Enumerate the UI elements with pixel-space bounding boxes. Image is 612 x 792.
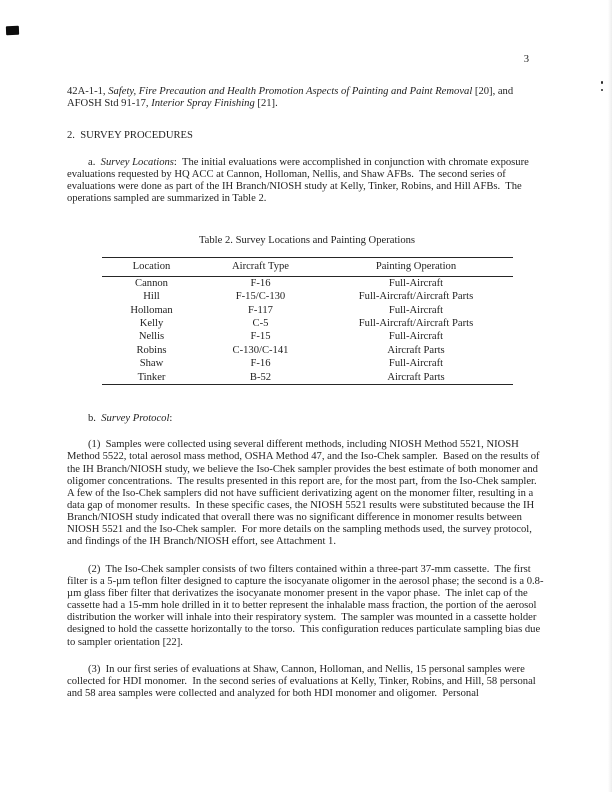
survey-locations-title: Survey Locations — [100, 156, 174, 168]
cell-aircraft-type: F-117 — [248, 304, 273, 316]
intro-text-2: [20], and AFOSH Std 91-17, — [67, 86, 516, 110]
cell-painting-operation: Full-Aircraft/Aircraft Parts — [358, 318, 474, 330]
cell-location: Kelly — [139, 318, 164, 330]
cell-aircraft-type: F-16 — [250, 277, 271, 289]
scan-artifact-right-edge — [601, 81, 604, 96]
paragraph-1: (1) Samples were collected using several different methods, including NIOSH Method 5521, NIOSH Method 5522, total aerosol mass method, OSHA Method 47, and the Iso-Chek sampler. Based on the results of the IH Branch/NIOSH study, we believe the Iso-Chek sampler provides the best estimate of both monomer and oligomer concentrations. The results presented in this report are, for the most part, from the Iso-Chek sampler. A few of the Iso-Chek samplers did not have sufficient derivatizing agent on the monomer filter, resulting in a data gap of monomer results. In these specific cases, the NIOSH 5521 results were substituted because the IH Branch/NIOSH study indicated that overall there was no significant difference in monomer results between NIOSH 5521 and the Iso-Chek sampler. For more details on the sampling methods used, the survey protocol, and findings of the IH Branch/NIOSH effort, see Attachment 1. — [67, 439, 543, 548]
scan-artifact-top-left — [6, 26, 19, 35]
survey-table — [102, 257, 513, 385]
survey-table-section — [67, 235, 547, 385]
cell-aircraft-type: B-52 — [202, 371, 320, 385]
cell-aircraft-type: F-15 — [250, 331, 271, 343]
cell-location: Tinker — [102, 371, 202, 385]
survey-locations-body: : The initial evaluations were accomplished in conjunction with chromate exposure evaluations requested by HQ ACC at Cannon, Holloman, Nellis, and Shaw AFBs. The second series of evaluations were done as part of the IH Branch/NIOSH study at Kelly, Tinker, Robins, and Hill AFBs. The operations sampled are summarized in Table 2. — [67, 156, 532, 205]
intro-text-1: 42A-1-1, — [67, 86, 109, 98]
table-row — [102, 276, 513, 290]
table-header-aircraft-type: Aircraft Type — [202, 258, 320, 276]
table-row — [102, 317, 513, 330]
survey-locations-label: a. — [88, 156, 101, 168]
cell-painting-operation: Aircraft Parts — [387, 344, 445, 356]
cell-aircraft-type: C-130/C-141 — [232, 344, 289, 356]
cell-aircraft-type: C-5 — [252, 318, 269, 330]
table-row — [102, 330, 513, 343]
survey-protocol-heading — [67, 413, 547, 425]
cell-location: Shaw — [139, 358, 164, 370]
cell-aircraft-type: F-15/C-130 — [235, 291, 286, 303]
table-row — [102, 357, 513, 370]
survey-protocol-title: Survey Protocol — [101, 413, 170, 425]
cell-painting-operation: Full-Aircraft — [388, 331, 444, 343]
table-row — [102, 290, 513, 303]
survey-locations-paragraph — [67, 157, 547, 206]
intro-reference-title-2: Interior Spray Finishing — [151, 98, 255, 110]
scan-edge-shade — [608, 0, 612, 792]
intro-text-3: [21]. — [254, 98, 278, 110]
cell-painting-operation: Full-Aircraft — [388, 277, 444, 289]
table-row — [102, 304, 513, 317]
cell-painting-operation: Full-Aircraft — [388, 358, 444, 370]
cell-location: Holloman — [130, 304, 173, 316]
cell-location: Hill — [143, 291, 160, 303]
cell-location: Cannon — [135, 277, 168, 289]
paragraph-3: (3) In our first series of evaluations at Shaw, Cannon, Holloman, and Nellis, 15 personal samples were collected for HDI monomer. In the second series of evaluations at Kelly, Tinker, Robins, and Hill, 58 personal and 58 area samples were collected and analyzed for both HDI monomer and oligomer. Personal — [67, 663, 539, 700]
page-content — [67, 54, 547, 715]
survey-protocol-colon: : — [169, 413, 173, 425]
paragraph-2: (2) The Iso-Chek sampler consists of two filters contained within a three-part 37-mm cassette. The first filter is a 5-µm teflon filter designed to capture the isocyanate oligomer in the aerosol phase; the second is a 0.8-µm glass fiber filter that derivatizes the isocyanate monomer present in the vapor phase. The inlet cap of the cassette had a 15-mm hole drilled in it to better represent the inhalable mass fraction, the portion of the aerosol distribution the worker will inhale into their respiratory system. The sampler was mounted in a cassette holder designed to hold the cassette horizontally to the torso. This configuration reduces particulate sampling bias due to sampler orientation [22]. — [67, 563, 544, 648]
cell-painting-operation: Full-Aircraft — [388, 304, 444, 316]
table-caption: Table 2. Survey Locations and Painting Operations — [198, 235, 416, 247]
intro-paragraph — [67, 86, 547, 110]
cell-painting-operation: Full-Aircraft/Aircraft Parts — [358, 291, 474, 303]
table-header-location: Location — [102, 258, 202, 276]
intro-reference-title-1: Safety, Fire Precaution and Health Promotion Aspects of Painting and Paint Removal — [108, 86, 473, 98]
cell-painting-operation: Aircraft Parts — [320, 371, 513, 385]
table-header-painting-operation: Painting Operation — [320, 258, 513, 276]
page-number: 3 — [523, 54, 529, 65]
cell-location: Nellis — [138, 331, 165, 343]
table-row — [102, 371, 513, 385]
cell-aircraft-type: F-16 — [250, 358, 271, 370]
cell-location: Robins — [136, 344, 167, 356]
survey-protocol-label: b. — [88, 413, 102, 425]
table-row — [102, 344, 513, 357]
section-heading: 2. SURVEY PROCEDURES — [67, 130, 193, 142]
table-header-row — [102, 258, 513, 276]
